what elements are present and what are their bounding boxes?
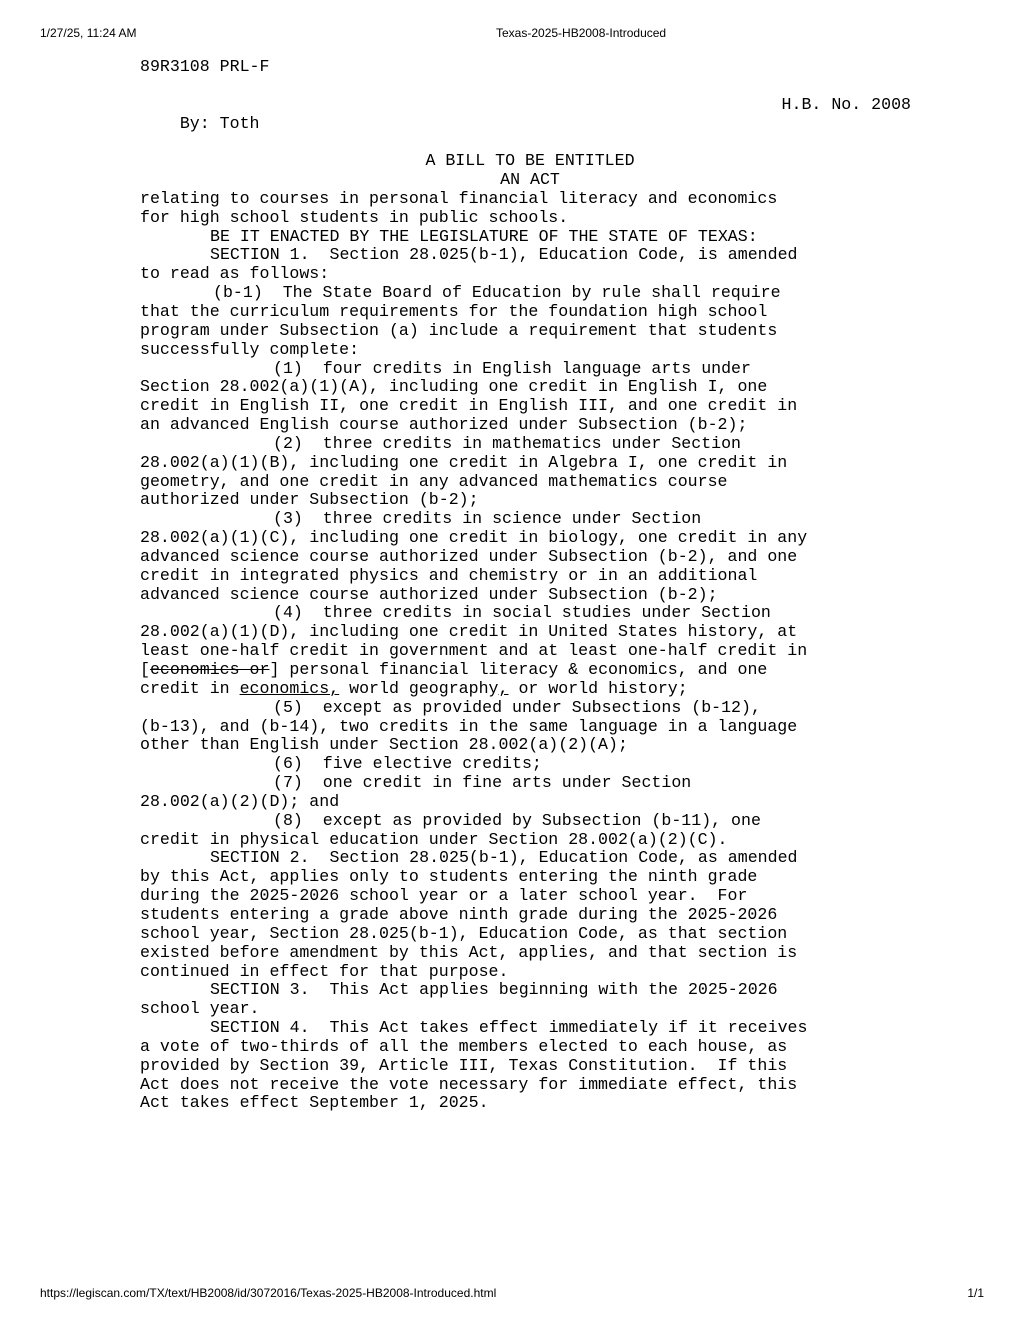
item-8-line: credit in physical education under Section 28.002(a)(2)(C).: [140, 829, 728, 849]
item-2-line: authorized under Subsection (b-2);: [140, 490, 479, 510]
section-4-line: Act does not receive the vote necessary for immediate effect, this: [140, 1074, 798, 1094]
bill-author: By: Toth: [179, 113, 260, 133]
item-4-text: credit in: [140, 678, 240, 698]
bill-heading-entitled: A BILL TO BE ENTITLED: [425, 151, 635, 171]
bill-document: [140, 58, 920, 1113]
item-3-line: credit in integrated physics and chemistry or in an additional: [140, 565, 758, 585]
item-7-line: 28.002(a)(2)(D); and: [140, 791, 340, 811]
section-2-line: school year, Section 28.025(b-1), Education Code, as that section: [140, 923, 788, 943]
section-4-line: Act takes effect September 1, 2025.: [140, 1093, 489, 1113]
bill-heading-act: AN ACT: [500, 170, 560, 190]
print-header: [40, 26, 984, 40]
print-page-number: 1/1: [967, 1286, 984, 1300]
section-4-line: a vote of two-thirds of all the members elected to each house, as: [140, 1036, 788, 1056]
section-3-line: school year.: [140, 999, 260, 1019]
print-datetime: 1/27/25, 11:24 AM: [40, 26, 137, 40]
section-2-line: by this Act, applies only to students entering the ninth grade: [140, 867, 758, 887]
item-5-line: (5) except as provided under Subsections (b-12),: [273, 697, 761, 717]
item-4-amended-line: [140, 661, 920, 680]
underlined-text-insertion: ,: [498, 678, 509, 698]
subsection-b1-line: program under Subsection (a) include a requirement that students: [140, 320, 778, 340]
underlined-text-insertion: economics,: [239, 678, 340, 698]
section-1-line: SECTION 1. Section 28.025(b-1), Education Code, is amended: [210, 245, 798, 265]
item-3-line: advanced science course authorized under Subsection (b-2), and one: [140, 546, 798, 566]
item-4-line: 28.002(a)(1)(D), including one credit in United States history, at: [140, 622, 798, 642]
item-5-line: (b-13), and (b-14), two credits in the same language in a language: [140, 716, 798, 736]
section-1-line: to read as follows:: [140, 264, 330, 284]
item-2-line: 28.002(a)(1)(B), including one credit in Algebra I, one credit in: [140, 452, 788, 472]
item-1-line: (1) four credits in English language arts under: [273, 358, 751, 378]
subsection-b1-line: successfully complete:: [140, 339, 360, 359]
caption-line: for high school students in public schools.: [140, 207, 569, 227]
section-4-line: provided by Section 39, Article III, Texas Constitution. If this: [140, 1055, 788, 1075]
subsection-b1-line: that the curriculum requirements for the foundation high school: [140, 301, 768, 321]
item-5-line: other than English under Section 28.002(a)(2)(A);: [140, 735, 628, 755]
item-7-line: (7) one credit in fine arts under Section: [273, 773, 692, 793]
item-4-text: or world history;: [508, 678, 688, 698]
item-1-line: credit in English II, one credit in English III, and one credit in: [140, 396, 798, 416]
item-4-text: ] personal financial literacy & economics, and one: [269, 660, 768, 679]
section-2-line: continued in effect for that purpose.: [140, 961, 509, 981]
bill-author-row: [140, 94, 920, 133]
item-4-line: least one-half credit in government and at least one-half credit in: [140, 641, 808, 661]
item-1-line: Section 28.002(a)(1)(A), including one credit in English I, one: [140, 377, 768, 397]
item-4-text: world geography: [339, 678, 499, 698]
bill-number: H.B. No. 2008: [781, 94, 911, 114]
section-2-line: during the 2025-2026 school year or a later school year. For: [140, 886, 748, 906]
caption-line: relating to courses in personal financial literacy and economics: [140, 188, 778, 208]
section-2-line: SECTION 2. Section 28.025(b-1), Education Code, as amended: [210, 848, 798, 868]
item-4-amended-line: [140, 680, 920, 699]
section-4-line: SECTION 4. This Act takes effect immediately if it receives: [210, 1018, 808, 1038]
subsection-b1-line: (b-1) The State Board of Education by rule shall require: [213, 283, 781, 303]
item-2-line: geometry, and one credit in any advanced mathematics course: [140, 471, 728, 491]
item-3-line: (3) three credits in science under Section: [273, 509, 702, 529]
item-6-line: (6) five elective credits;: [273, 754, 542, 774]
item-8-line: (8) except as provided by Subsection (b-11), one: [273, 810, 761, 830]
print-document-title: Texas-2025-HB2008-Introduced: [496, 26, 667, 40]
section-2-line: students entering a grade above ninth grade during the 2025-2026: [140, 904, 778, 924]
section-2-line: existed before amendment by this Act, applies, and that section is: [140, 942, 798, 962]
item-1-line: an advanced English course authorized under Subsection (b-2);: [140, 415, 748, 435]
bill-doc-id: 89R3108 PRL-F: [140, 57, 270, 76]
item-2-line: (2) three credits in mathematics under Section: [273, 433, 742, 453]
print-footer: [40, 1286, 984, 1300]
enacting-clause: BE IT ENACTED BY THE LEGISLATURE OF THE STATE OF TEXAS:: [210, 226, 758, 246]
print-url: https://legiscan.com/TX/text/HB2008/id/3072016/Texas-2025-HB2008-Introduced.html: [40, 1286, 497, 1300]
item-4-line: (4) three credits in social studies under Section: [273, 603, 771, 623]
item-3-line: 28.002(a)(1)(C), including one credit in biology, one credit in any: [140, 528, 808, 548]
struck-text-deletion: economics or: [149, 660, 270, 679]
item-3-line: advanced science course authorized under Subsection (b-2);: [140, 584, 718, 604]
bracket-open: [: [140, 660, 150, 679]
section-3-line: SECTION 3. This Act applies beginning with the 2025-2026: [210, 980, 778, 1000]
